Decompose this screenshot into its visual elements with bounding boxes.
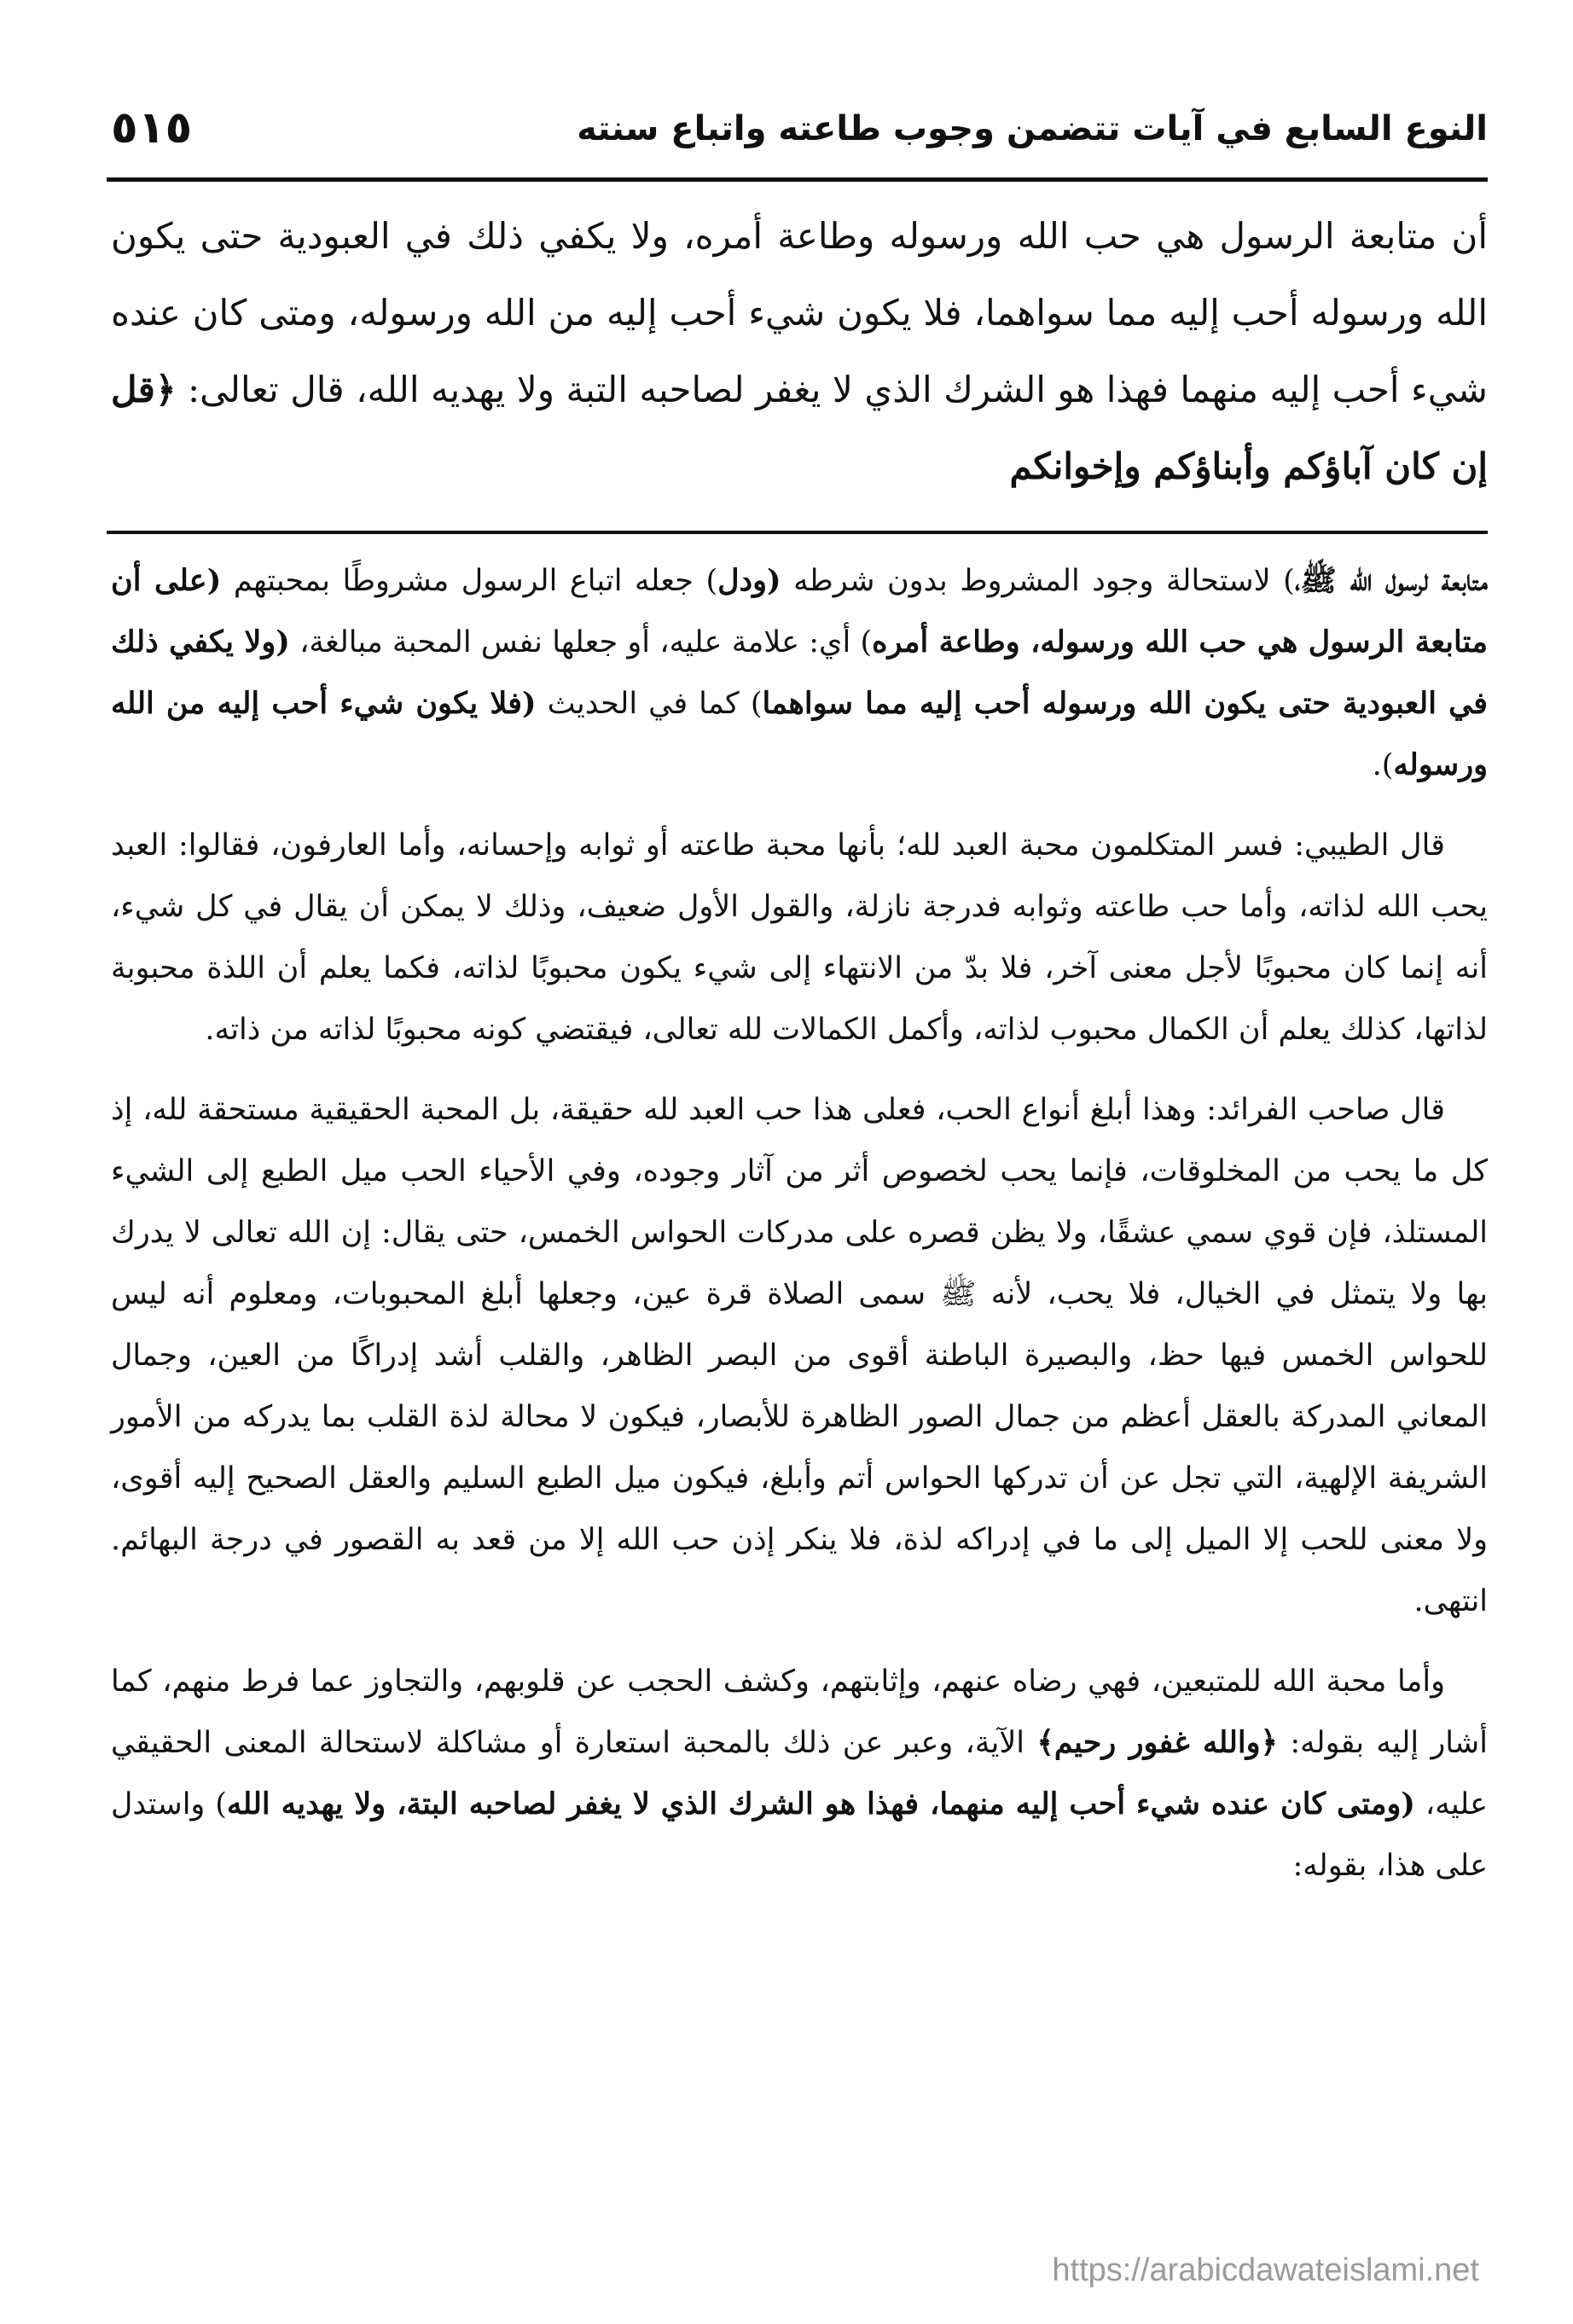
commentary-paragraph-4 [111,1651,1488,1897]
bold-quote-run: (فلا يكون شيء أحب إليه من الله ورسوله [111,686,1488,782]
bold-quote-run: (ومتى كان عنده شيء أحب إليه منهما، فهذا هو الشرك الذي لا يغفر لصاحبه البتة، ولا يهديه الله [226,1787,1415,1821]
main-paragraph [111,198,1488,505]
main-text-plain: أن متابعة الرسول هي حب الله ورسوله وطاعة أمره، ولا يكفي ذلك في العبودية حتى يكون الله ورسوله أحب إليه مما سواهما، فلا يكون شيء أحب إليه من الله ورسوله، ومتى كان عنده شيء أحب إليه منهما فهذا هو الشرك الذي لا يغفر لصاحبه التبة ولا يهديه الله، قال تعالى: [111,215,1488,410]
running-title: النوع السابع في آيات تتضمن وجوب طاعته واتباع سنته [577,109,1488,148]
bold-quote-run: ﴿والله غفور رحيم﴾ [1036,1725,1279,1760]
quran-quote: ﴿قل إن كان آباؤكم وأبناؤكم وإخوانكم [111,369,1488,487]
watermark: https://arabicdawateislami.net [1052,2252,1479,2288]
commentary-paragraph-3: قال صاحب الفرائد: وهذا أبلغ أنواع الحب، فعلى هذا حب العبد لله حقيقة، بل المحبة الحقيقية مستحقة لله، إذ كل ما يحب من المخلوقات، فإنما يحب لخصوص أثر من آثار وجوده، وفي الأحياء الحب ميل الطبع إلى الشيء المستلذ، فإن قوي سمي عشقًا، ولا يظن قصره على مدركات الحواس الخمس، حتى يقال: إن الله تعالى لا يدرك بها ولا يتمثل في الخيال، فلا يحب، لأنه ﷺ سمى الصلاة قرة عين، وجعلها أبلغ المحبوبات، ومعلوم أنه ليس للحواس الخمس فيها حظ، والبصيرة الباطنة أقوى من البصر الظاهر، والقلب أشد إدراكًا من العين، وجمال المعاني المدركة بالعقل أعظم من جمال الصور الظاهرة للأبصار، فيكون لا محالة لذة القلب بما يدركه من الأمور الشريفة الإلهية، التي تجل عن أن تدركها الحواس أتم وأبلغ، فيكون ميل الطبع السليم والعقل الصحيح إليه أقوى، ولا معنى للحب إلا الميل إلى ما في إدراكه لذة، فلا ينكر إذن حب الله إلا من قعد به القصور في درجة البهائم. انتهى. [111,1093,1488,1618]
bold-quote-run: (على أن متابعة الرسول هي حب الله ورسوله، وطاعة أمره [111,563,1488,659]
text-run: الآية، وعبر عن ذلك بالمحبة استعارة أو مشاكلة لاستحالة المعنى الحقيقي عليه، [111,1726,1488,1821]
bold-quote-run: (ودل [717,563,781,598]
commentary [111,550,1488,1915]
header-rule [107,177,1488,182]
text-run: وأما محبة الله للمتبعين، فهي رضاه عنهم، وإثابتهم، وكشف الحجب عن قلوبهم، والتجاوز عما فرط منهم، كما أشار إليه بقوله: [111,1665,1488,1760]
bold-quote-run: متابعة لرسول الله ﷺ، [1294,563,1488,598]
bold-quote-run: (ولا يكفي ذلك في العبودية حتى يكون الله ورسوله أحب إليه مما سواهما [111,625,1488,721]
text-run: ) واستدل على هذا، بقوله: [111,1787,1488,1883]
main-text [111,198,1488,505]
text-run: ) أي: علامة عليه، أو جعلها نفس المحبة مبالغة، [289,625,873,659]
text-run: ) كما في الحديث [536,687,763,721]
commentary-paragraph-1 [111,550,1488,796]
text-run: ) جعله اتباع الرسول مشروطًا بمحبتهم [221,564,718,598]
page-header [111,102,1488,171]
separator-rule [107,531,1488,534]
page-number: ٥١٥ [111,102,193,154]
text-run: ). [1372,748,1394,782]
text-run: ) لاستحالة وجود المشروط بدون شرطه [781,564,1295,598]
commentary-paragraph-2: قال الطيبي: فسر المتكلمون محبة العبد لله؛ بأنها محبة طاعته أو ثوابه وإحسانه، وأما العارفون، فقالوا: العبد يحب الله لذاته، وأما حب طاعته وثوابه فدرجة نازلة، والقول الأول ضعيف، وذلك لا يمكن أن يقال في كل شيء، أنه إنما كان محبوبًا لأجل معنى آخر، فلا بدّ من الانتهاء إلى شيء يكون محبوبًا لذاته، فكما يعلم أن اللذة محبوبة لذاتها، كذلك يعلم أن الكمال محبوب لذاته، وأكمل الكمالات لله تعالى، فيقتضي كونه محبوبًا لذاته من ذاته. [111,828,1488,1047]
